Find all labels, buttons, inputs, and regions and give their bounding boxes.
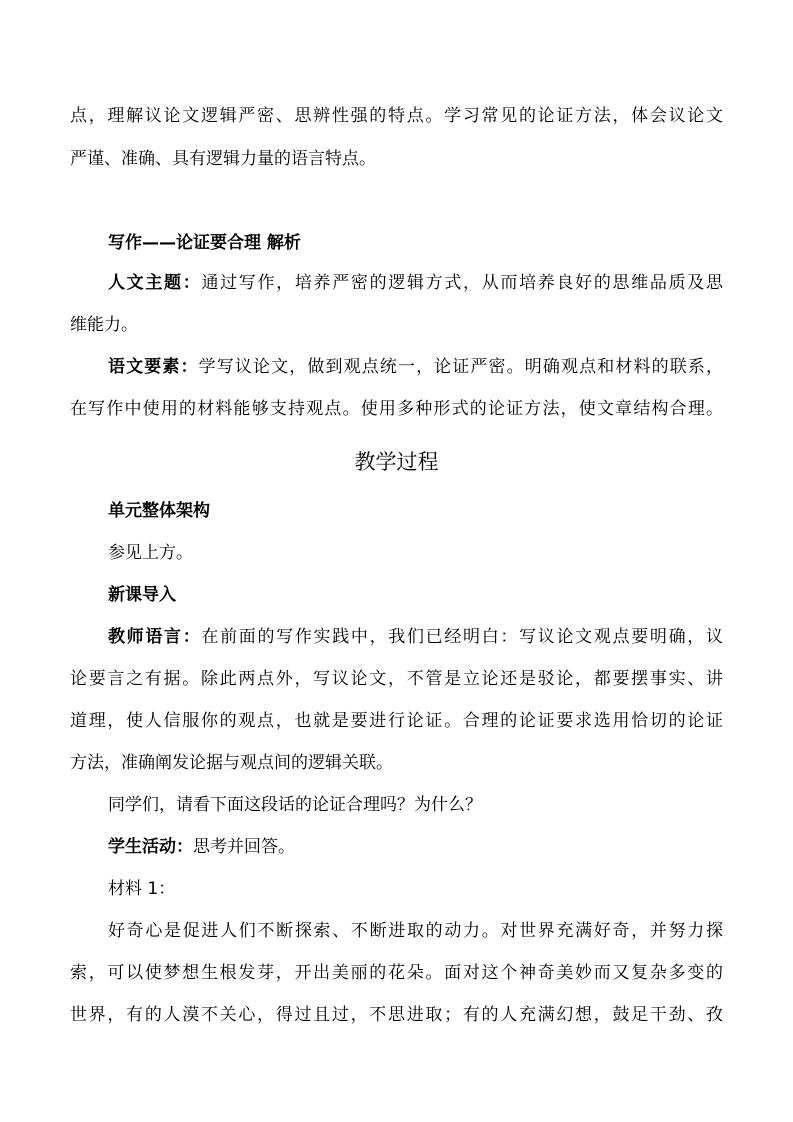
objectives-line-1: 点，理解议论文逻辑严密、思辨性强的特点。学习常见的论证方法，体会议论文 [70, 106, 723, 126]
material-label: 材料 1： [108, 879, 176, 899]
teacher-language-label: 教师语言： [108, 627, 202, 647]
language-elements-paragraph-line-1 [108, 357, 723, 377]
unit-framework-text: 参见上方。 [108, 543, 193, 563]
humanistic-theme-label: 人文主题： [108, 273, 202, 293]
teacher-language-text: 在前面的写作实践中，我们已经明白：写议论文观点要明确，议 [201, 627, 723, 647]
student-activity-line [108, 837, 723, 857]
material-line-3: 世界，有的人漠不关心，得过且过，不思进取；有的人充满幻想，鼓足干劲、孜 [70, 1005, 723, 1025]
language-elements-label: 语文要素： [108, 357, 199, 377]
teacher-language-line-4: 方法，准确阐发论据与观点间的逻辑关联。 [70, 753, 393, 773]
teacher-language-line-1 [108, 627, 723, 647]
writing-section-heading: 写作——论证要合理 解析 [108, 233, 301, 253]
language-elements-text: 学写议论文，做到观点统一，论证严密。明确观点和材料的联系， [198, 357, 724, 377]
teacher-language-line-3: 道理，使人信服你的观点，也就是要进行论证。合理的论证要求选用恰切的论证 [70, 711, 723, 731]
teaching-process-title: 教学过程 [354, 450, 439, 474]
humanistic-theme-line-2: 维能力。 [70, 315, 138, 335]
material-line-2: 索，可以使梦想生根发芽，开出美丽的花朵。面对这个神奇美妙而又复杂多变的 [70, 963, 723, 983]
teacher-language-line-2: 论要言之有据。除此两点外，写议论文，不管是立论还是驳论，都要摆事实、讲 [70, 669, 723, 689]
unit-framework-heading: 单元整体架构 [108, 501, 210, 521]
question-text: 同学们，请看下面这段话的论证合理吗？为什么？ [108, 795, 482, 815]
student-activity-label: 学生活动： [108, 837, 193, 857]
objectives-line-2: 严谨、准确、具有逻辑力量的语言特点。 [70, 149, 376, 169]
material-line-1: 好奇心是促进人们不断探索、不断进取的动力。对世界充满好奇，并努力探 [108, 921, 723, 941]
lesson-intro-heading: 新课导入 [108, 585, 176, 605]
language-elements-line-2: 在写作中使用的材料能够支持观点。使用多种形式的论证方法，使文章结构合理。 [70, 399, 723, 419]
humanistic-theme-text: 通过写作，培养严密的逻辑方式，从而培养良好的思维品质及思 [201, 273, 723, 293]
humanistic-theme-paragraph-line-1 [108, 273, 723, 293]
student-activity-text: 思考并回答。 [193, 837, 295, 857]
